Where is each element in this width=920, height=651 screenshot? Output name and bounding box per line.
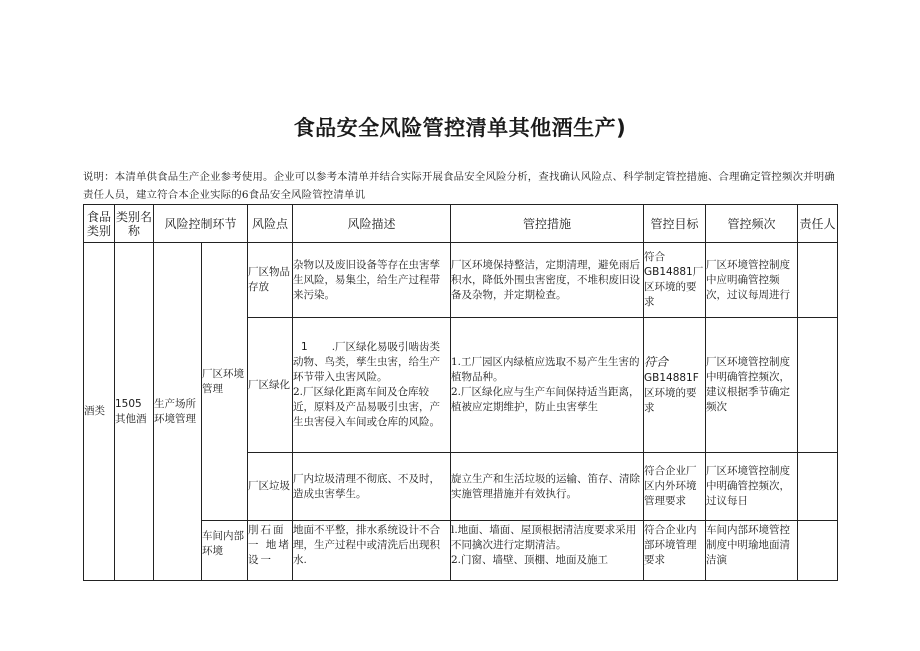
responsible-cell [798, 318, 838, 453]
measures-line-2: 2.门窗、墙壁、顶棚、地面及施工 [451, 554, 609, 566]
risk-point-cell: 刖石面一 地堵设一 [248, 521, 293, 581]
table-row [84, 243, 838, 318]
target-text-c: 区环境的要求 [644, 281, 697, 308]
document-title: 食品安全风险管控清单其他酒生产) [293, 116, 627, 140]
header-target: 管控目标 [644, 205, 706, 243]
header-control-link: 风险控制环节 [154, 205, 248, 243]
target-text-c: 区环境的要求 [644, 386, 697, 414]
header-class-name: 类别名称 [115, 205, 154, 243]
header-frequency: 管控频次 [706, 205, 798, 243]
instructions-note: 说明：本清单供食品生产企业参考使用。企业可以参考本清单并结合实际开展食品安全风险分析，查找确认风险点、科学制定管控措施、合理确定管控频次并明确责任人员，建立符合本企业实际的6食品安全风险管控清单讥 [83, 171, 835, 201]
measures-cell: 旋立生产和生活垃圾的运输、笛存、清除实施管理措施并有效执行。 [451, 453, 644, 521]
class-name: 其他酒 [115, 412, 147, 425]
risk-control-table [83, 204, 838, 581]
measures-line-1: l.地面、墙面、屋顶根据清洁度要求采用不同擒次进行定期清洁。 [451, 524, 637, 551]
risk-point-cell: 厂区绿化 [248, 318, 293, 453]
risk-desc-cell [293, 318, 451, 453]
category-cell: 酒类 [84, 243, 115, 581]
header-row [84, 205, 838, 243]
measures-cell [451, 521, 644, 581]
frequency-cell: 厂区环境管控制度中明确管控频次，过议每日 [706, 453, 798, 521]
measures-cell [451, 318, 644, 453]
responsible-cell [798, 453, 838, 521]
header-risk-point: 风险点 [248, 205, 293, 243]
control-link-cell: 生产场所环境管理 [154, 243, 202, 581]
risk-point-cell: 厂区物品存放 [248, 243, 293, 318]
target-cell [644, 318, 706, 453]
responsible-cell [798, 243, 838, 318]
frequency-cell: 车间内部环境管控制度中明瑜地面清洁演 [706, 521, 798, 581]
risk-desc-text-1: .厂区绿化易吸引啮齿类动物、鸟类，孳生虫害，给生产环节带入虫害风险。 [293, 341, 441, 383]
sub-link-cell: 车间内部环境 [202, 521, 248, 581]
frequency-cell: 厂区环境管控制度中明确管控频次，建议根据季节确定频次 [706, 318, 798, 453]
target-text-a: 符合 [644, 251, 665, 263]
header-risk-desc: 风险描述 [293, 205, 451, 243]
measures-line-2: 2.厂区绿化应与生产车间保持适当距离，植被应定期维护，防止虫害孳生 [451, 386, 640, 413]
frequency-cell: 厂区环境管控制度中应明确管控频次，过议每周进行 [706, 243, 798, 318]
risk-desc-cell: 厂内垃圾清理不彻底、不及时，造成虫害孳生。 [293, 453, 451, 521]
class-code: 1505 [115, 397, 142, 410]
target-text-a: 符合 [644, 354, 669, 369]
risk-desc-cell: 杂物以及废旧设备等存在虫害孳生风险，易集尘，给生产过程带来污染。 [293, 243, 451, 318]
header-responsible: 责任人 [798, 205, 838, 243]
target-cell: 符合企业厂区内外环境管理要求 [644, 453, 706, 521]
measures-line-1: 1.工厂园区内绿植应选取不易产生生害的植物品种。 [451, 356, 640, 383]
target-standard: GB14881厂 [644, 266, 704, 278]
risk-desc-number: 1 [301, 341, 308, 353]
risk-desc-line-1 [293, 340, 450, 385]
target-standard: GB14881F [644, 371, 699, 384]
header-category: 食品类别 [84, 205, 115, 243]
measures-cell: 厂区环境保持整洁，定期清理，避免雨后积水，降低外围虫害密度，不堆积废旧设备及杂物，并定期检查。 [451, 243, 644, 318]
header-measures: 管控措施 [451, 205, 644, 243]
target-cell [644, 243, 706, 318]
class-cell [115, 243, 154, 581]
risk-point-cell: 厂区垃圾 [248, 453, 293, 521]
responsible-cell [798, 521, 838, 581]
sub-link-cell: 厂区环境管理 [202, 243, 248, 521]
risk-desc-line-2: 2.厂区绿化距离车间及仓库较近，原料及产品易吸引虫害，产生虫害侵入车间或仓库的风险。 [293, 386, 440, 428]
risk-desc-cell: 地面不平整，排水系统设计不合理，生产过程中或清洗后出现积水. [293, 521, 451, 581]
target-cell: 符合企业内部环境管理要求 [644, 521, 706, 581]
